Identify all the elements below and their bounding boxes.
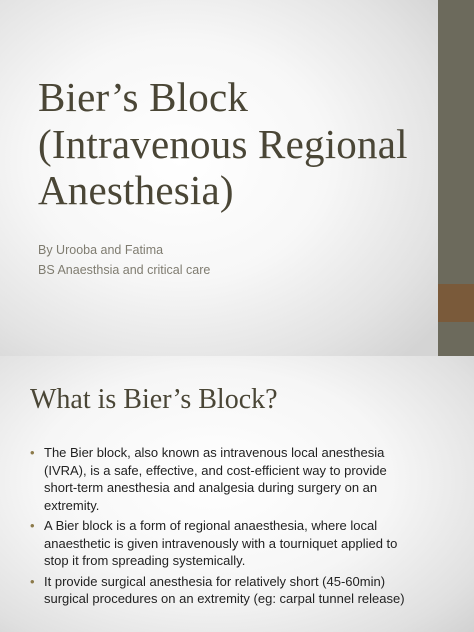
subtitle-line-authors: By Urooba and Fatima xyxy=(38,243,164,257)
list-item xyxy=(30,444,420,514)
bullet-icon: • xyxy=(30,573,35,589)
subtitle-line-program: BS Anaesthsia and critical care xyxy=(38,263,211,277)
slide-subtitle xyxy=(38,240,210,280)
list-item xyxy=(30,573,420,608)
list-item xyxy=(30,517,420,570)
bullet-icon: • xyxy=(30,445,35,460)
side-accent xyxy=(438,284,474,322)
slide-title: Bier’s Block (Intravenous Regional Anesthesia) xyxy=(38,74,408,214)
slide-heading: What is Bier’s Block? xyxy=(30,384,278,415)
bullet-text: The Bier block, also known as intravenous local anesthesia (IVRA), is a safe, effective, and cost-efficient way to provide short-term anesthesia and analgesia during surgery on an extremity. xyxy=(44,445,387,513)
bullet-icon: • xyxy=(30,518,35,533)
content-slide xyxy=(0,356,474,632)
bullet-text: A Bier block is a form of regional anaesthesia, where local anaesthetic is given intravenously with a tourniquet applied to stop it from spreading systemically. xyxy=(44,518,398,568)
bullet-text: It provide surgical anesthesia for relatively short (45-60min) surgical procedures on an extremity (eg: carpal tunnel release) xyxy=(44,573,405,606)
bullet-list xyxy=(30,444,420,611)
